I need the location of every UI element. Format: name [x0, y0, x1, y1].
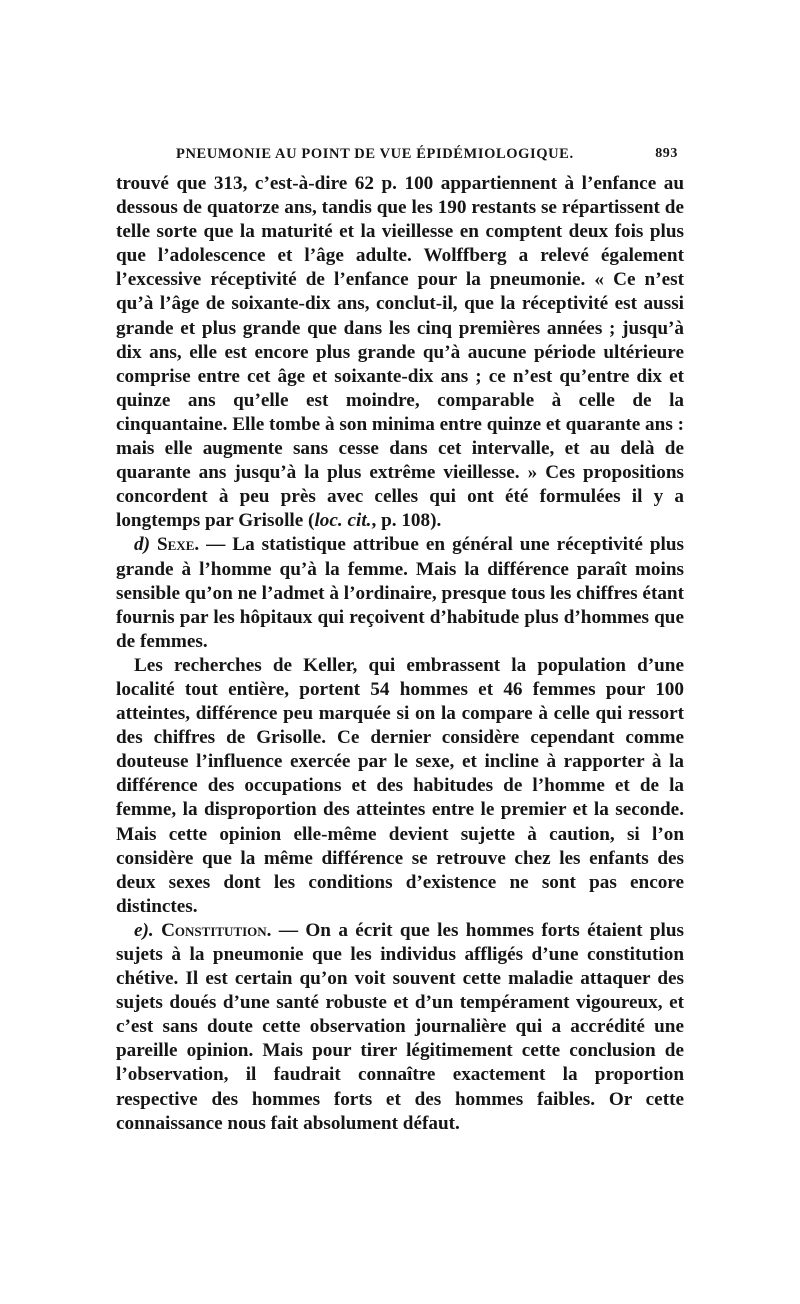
running-title: PNEUMONIE AU POINT DE VUE ÉPIDÉMIOLOGIQUE. — [176, 146, 574, 162]
running-header — [116, 146, 684, 170]
paragraph-text: Les recherches de Keller, qui embrassent la population d’une localité tout entière, portent 54 hommes et 46 femmes pour 100 atteintes, différence peu marquée si on la compare à celle qui ressort des chiffres de Grisolle. Ce dernier considère cependant comme douteuse l’influence exercée par le sexe, et incline à rapporter à la différence des occupations et des habitudes de l’homme et de la femme, la disproportion des atteintes entre le premier et la seconde. Mais cette opinion elle-même devient sujette à caution, si l’on considère que la même différence se retrouve chez les enfants des deux sexes dont les conditions d’existence ne sont pas encore distinctes. — [116, 654, 684, 917]
citation: loc. cit. — [314, 510, 372, 532]
body-text — [116, 172, 684, 1136]
paragraph-text-end: , p. 108). — [371, 510, 442, 532]
section-marker: e). — [134, 919, 154, 941]
section-heading-sexe: Sexe. — [156, 534, 200, 556]
section-marker: d) — [134, 534, 150, 556]
paragraph-keller — [116, 654, 684, 919]
section-heading-constitution: Constitution. — [161, 919, 272, 941]
paragraph-sexe — [116, 533, 684, 653]
paragraph-text: — On a écrit que les hommes forts étaient plus sujets à la pneumonie que les individus affligés d’une constitution chétive. Il est certain qu’on voit souvent cette maladie attaquer des sujets doués d’une santé robuste et d’un tempérament vigoureux, et c’est sans doute cette observation journalière qui a accrédité une pareille opinion. Mais pour tirer légitimement cette conclusion de l’observation, il faudrait connaître exactement la proportion respective des hommes forts et des hommes faibles. Or cette connaissance nous fait absolument défaut. — [116, 919, 684, 1134]
paragraph-constitution — [116, 919, 684, 1136]
paragraph-text: trouvé que 313, c’est-à-dire 62 p. 100 appartiennent à l’enfance au dessous de quatorze ans, tandis que les 190 restants se répartissent de telle sorte que la maturité et la vieillesse en comptent deux fois plus que l’adolescence et l’âge adulte. Wolffberg a relevé également l’excessive réceptivité de l’enfance pour la pneumonie. « Ce n’est qu’à l’âge de soixante-dix ans, conclut-il, que la réceptivité est aussi grande et plus grande que dans les cinq premières années ; jusqu’à dix ans, elle est encore plus grande qu’à aucune période ultérieure comprise entre cet âge et soixante-dix ans ; ce n’est qu’entre dix et quinze ans qu’elle est moindre, comparable à celle de la cinquantaine. Elle tombe à son minima entre quinze et quarante ans : mais elle augmente sans cesse dans cet intervalle, et au delà de quarante ans jusqu’à la plus extrême vieillesse. » Ces propositions concordent à peu près avec celles qui ont été formulées il y a longtemps par Grisolle ( — [116, 173, 684, 532]
paragraph-text: — La statistique attribue en général une réceptivité plus grande à l’homme qu’à la femme. Mais la différence paraît moins sensible qu’on ne l’admet à l’ordinaire, presque tous les chiffres étant fournis par les hôpitaux qui reçoivent d’habitude plus d’hommes que de femmes. — [116, 534, 685, 652]
book-page — [116, 146, 684, 1136]
page-number: 893 — [655, 146, 678, 161]
paragraph-age-continuation — [116, 172, 684, 533]
